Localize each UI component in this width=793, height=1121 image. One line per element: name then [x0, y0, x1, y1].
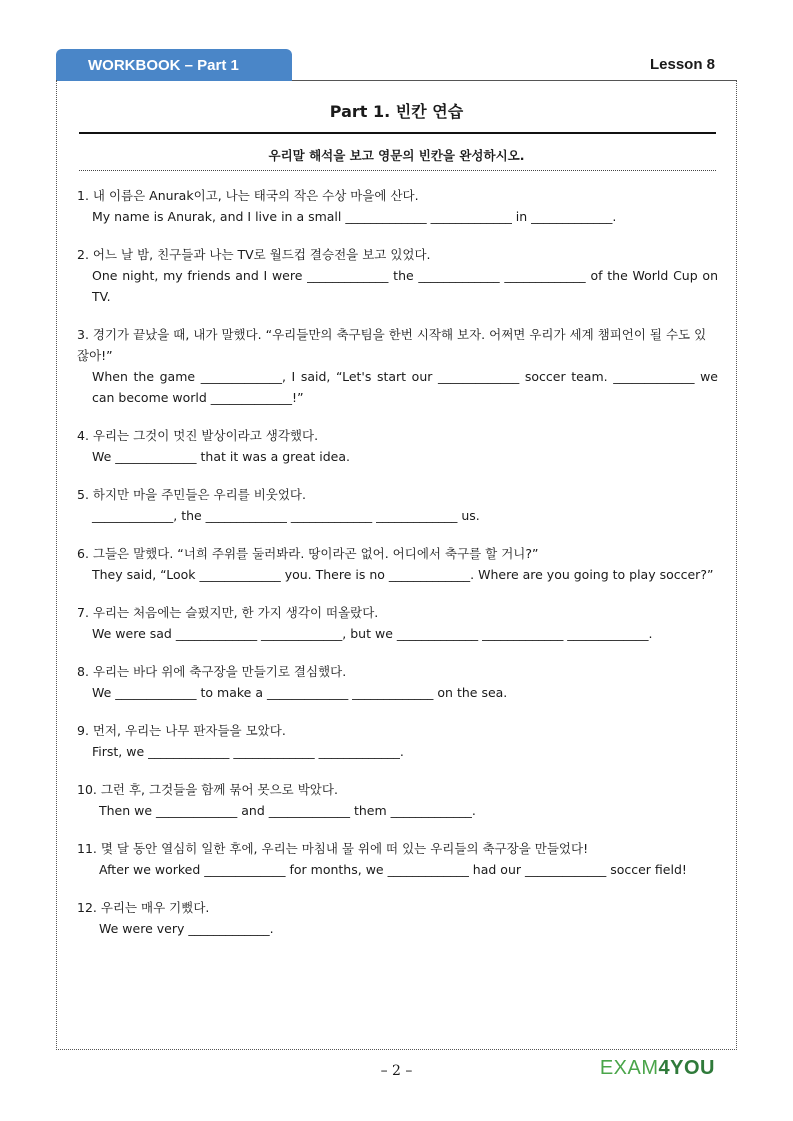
instruction-rule [79, 170, 716, 171]
english-sentence: We were very _____________. [99, 921, 274, 936]
english-sentence: My name is Anurak, and I live in a small _____________ _____________ in _____________. [92, 209, 617, 224]
exam4you-logo [600, 1057, 715, 1080]
english-sentence: Then we _____________ and _____________ them _____________. [99, 803, 476, 818]
korean-sentence: 6. 그들은 말했다. “너희 주위를 둘러봐라. 땅이라곤 없어. 어디에서 축구를 할 거니?” [77, 546, 539, 561]
exercise-item [77, 244, 718, 307]
exercise-item [77, 185, 718, 227]
workbook-tab [56, 49, 292, 81]
exercise-item [77, 897, 718, 939]
exercise-item [77, 425, 718, 467]
korean-sentence: 2. 어느 날 밤, 친구들과 나는 TV로 월드컵 결승전을 보고 있었다. [77, 247, 431, 262]
korean-sentence: 3. 경기가 끝났을 때, 내가 말했다. “우리들만의 축구팀을 한번 시작해 보자. 어쩌면 우리가 세계 챔피언이 될 수도 있잖아!” [77, 327, 707, 363]
logo-part-a: EXAM [599, 1057, 659, 1079]
korean-sentence: 7. 우리는 처음에는 슬펐지만, 한 가지 생각이 떠올랐다. [77, 605, 379, 620]
tab-label: WORKBOOK – Part 1 [88, 56, 239, 74]
page-number: – 2 – [380, 1063, 413, 1079]
exercise-item [77, 661, 718, 703]
korean-sentence: 12. 우리는 매우 기뻤다. [77, 900, 210, 915]
korean-sentence: 9. 먼저, 우리는 나무 판자들을 모았다. [77, 723, 286, 738]
english-sentence: We were sad _____________ _____________, but we _____________ _____________ _____________. [92, 626, 653, 641]
english-sentence: We _____________ that it was a great idea. [92, 449, 350, 464]
exercise-item [77, 838, 718, 880]
lesson-label: Lesson 8 [649, 56, 715, 73]
korean-sentence: 5. 하지만 마을 주민들은 우리를 비웃었다. [77, 487, 306, 502]
exercise-item [77, 602, 718, 644]
exercise-list [77, 185, 718, 956]
korean-sentence: 11. 몇 달 동안 열심히 일한 후에, 우리는 마침내 물 위에 떠 있는 우리들의 축구장을 만들었다! [77, 841, 589, 856]
korean-sentence: 4. 우리는 그것이 멋진 발상이라고 생각했다. [77, 428, 319, 443]
english-sentence: We _____________ to make a _____________ _____________ on the sea. [92, 685, 508, 700]
korean-sentence: 1. 내 이름은 Anurak이고, 나는 태국의 작은 수상 마을에 산다. [77, 188, 419, 203]
english-sentence: One night, my friends and I were _____________ the _____________ _____________ of the World Cup on TV. [92, 268, 718, 304]
exercise-item [77, 720, 718, 762]
page-title: Part 1. 빈칸 연습 [329, 102, 464, 121]
english-sentence: They said, “Look _____________ you. There is no _____________. Where are you going to play soccer?” [92, 567, 714, 582]
korean-sentence: 10. 그런 후, 그것들을 함께 묶어 못으로 박았다. [77, 782, 338, 797]
english-sentence: When the game _____________, I said, “Let's start our _____________ soccer team. _____________ we can become world _____________!” [92, 369, 718, 405]
english-sentence: After we worked _____________ for months, we _____________ had our _____________ soccer field! [99, 862, 687, 877]
exercise-item [77, 543, 718, 585]
exercise-item [77, 324, 718, 408]
exercise-item [77, 779, 718, 821]
korean-sentence: 8. 우리는 바다 위에 축구장을 만들기로 결심했다. [77, 664, 347, 679]
title-rule [79, 132, 716, 134]
exercise-item [77, 484, 718, 526]
english-sentence: _____________, the _____________ _____________ _____________ us. [92, 508, 480, 523]
english-sentence: First, we _____________ _____________ _____________. [92, 744, 404, 759]
instruction: 우리말 해석을 보고 영문의 빈칸을 완성하시오. [268, 148, 525, 163]
logo-part-b: 4YOU [658, 1057, 715, 1079]
